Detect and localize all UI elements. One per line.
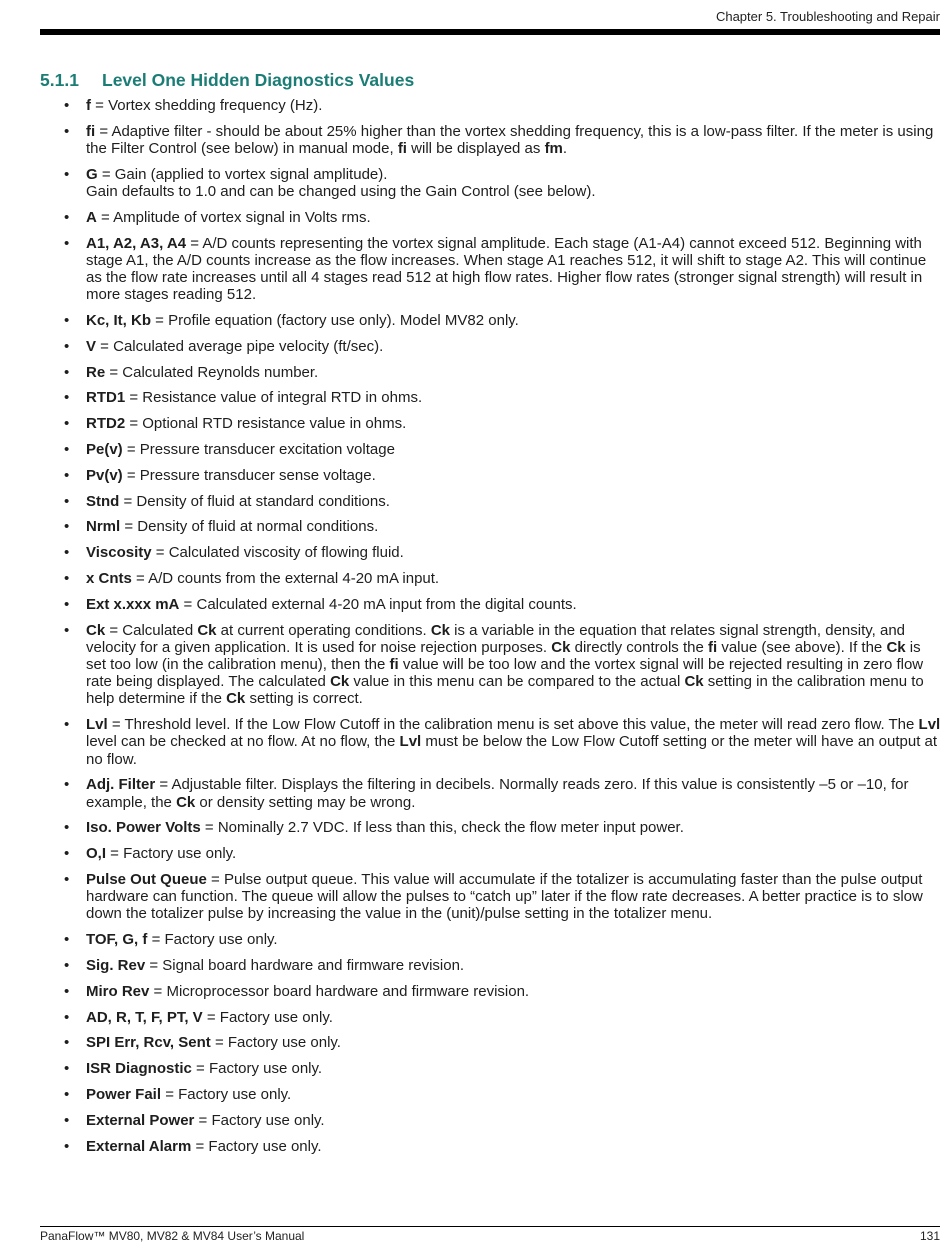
description-text: = Density of fluid at standard conditions. (119, 492, 390, 510)
term-label: Ck (684, 673, 704, 691)
term-label: Miro Rev (86, 982, 150, 1000)
bullet-icon: • (64, 466, 70, 484)
bullet-icon: • (64, 363, 70, 381)
page-number: 131 (919, 1229, 940, 1243)
term-label: fi (397, 140, 407, 157)
term-label: SPI Err, Rcv, Sent (86, 1034, 211, 1052)
list-item (64, 441, 944, 458)
description-text: = Pressure transducer sense voltage. (122, 466, 376, 484)
description-text: = Calculated average pipe velocity (ft/sec). (96, 337, 384, 355)
bullet-icon: • (64, 1034, 70, 1052)
bullet-icon: • (64, 1008, 70, 1026)
term-label: G (86, 165, 98, 183)
term-label: Power Fail (86, 1085, 162, 1103)
term-label: fi (708, 638, 718, 656)
bullet-icon: • (64, 819, 70, 837)
term-label: Ck (886, 638, 906, 656)
list-item (64, 845, 944, 862)
term-label: Lvl (86, 716, 108, 734)
description-text: = Signal board hardware and firmware revision. (145, 956, 465, 974)
description-text: = Calculated viscosity of flowing fluid. (151, 544, 404, 562)
description-text: at current operating conditions. (216, 621, 431, 639)
bullet-icon: • (64, 312, 70, 329)
term-label: Viscosity (86, 544, 152, 562)
footer-manual-title: PanaFlow™ MV80, MV82 & MV84 User’s Manual (40, 1229, 305, 1243)
description-text: value will be too low and the vortex signal will be rejected resulting in zero flow rate being displayed. The calculated (86, 655, 924, 691)
term-label: Pv(v) (86, 466, 123, 484)
term-label: External Alarm (86, 1137, 192, 1155)
header-rule (40, 29, 940, 35)
description-text: value (see above). If the (717, 638, 887, 656)
term-label: ISR Diagnostic (86, 1060, 192, 1078)
term-label: Kc, It, Kb (86, 312, 152, 329)
description-text: setting is correct. (245, 690, 363, 708)
bullet-icon: • (64, 234, 70, 252)
list-item (64, 1138, 944, 1155)
list-item (64, 716, 944, 768)
list-item (64, 1060, 944, 1077)
diagnostics-list (64, 97, 944, 1163)
term-label: A (86, 208, 97, 226)
description-text: = Factory use only. (202, 1008, 333, 1026)
description-text: = Calculated Reynolds number. (105, 363, 319, 381)
list-item (64, 983, 944, 1000)
term-label: Sig. Rev (86, 956, 146, 974)
list-item (64, 957, 944, 974)
bullet-icon: • (64, 389, 70, 407)
description-text: . (562, 140, 568, 157)
list-item (64, 1034, 944, 1051)
list-item (64, 871, 944, 923)
list-item (64, 819, 944, 836)
list-item (64, 312, 944, 329)
term-label: Lvl (399, 733, 422, 751)
description-text: directly controls the (570, 638, 708, 656)
list-item (64, 570, 944, 587)
term-label: External Power (86, 1111, 195, 1129)
bullet-icon: • (64, 1111, 70, 1129)
term-label: fi (389, 655, 399, 673)
bullet-icon: • (64, 931, 70, 949)
list-item (64, 467, 944, 484)
term-label: Ck (330, 673, 350, 691)
term-label: RTD2 (86, 415, 126, 433)
description-text: level can be checked at no flow. At no flow, the (86, 733, 400, 751)
description-text: = Amplitude of vortex signal in Volts rms. (96, 208, 371, 226)
term-label: Pe(v) (86, 440, 123, 458)
list-item (64, 338, 944, 355)
description-text: = Calculated external 4-20 mA input from the digital counts. (179, 595, 577, 613)
bullet-icon: • (64, 518, 70, 536)
bullet-icon: • (64, 1060, 70, 1078)
bullet-icon: • (64, 440, 70, 458)
bullet-icon: • (64, 776, 70, 794)
description-text: = A/D counts from the external 4-20 mA input. (131, 569, 440, 587)
term-label: Ck (197, 621, 217, 639)
term-label: Ck (430, 621, 450, 639)
description-text: = Factory use only. (191, 1137, 322, 1155)
bullet-icon: • (64, 956, 70, 974)
list-item (64, 235, 944, 304)
description-text: is set too low (in the calibration menu), then the (86, 638, 921, 673)
description-text: = Microprocessor board hardware and firmware revision. (149, 982, 530, 1000)
description-text: = A/D counts representing the vortex signal amplitude. Each stage (A1-A4) cannot exceed 512. Beginning with stage A1, the A/D counts increase as the flow increases. When stage A1 reaches 512, it will shift to stage A2. This will continue as the flow rate increases until all 4 stages read 512 at high flow rates. Higher flow rates (stronger signal strength) will result in more stages reading 512. (86, 234, 927, 304)
description-text: = Factory use only. (191, 1060, 323, 1078)
description-text: = Calculated (105, 621, 198, 639)
description-text: setting in the calibration menu to help determine if the (86, 673, 924, 708)
description-text: = Pulse output queue. This value will accumulate if the totalizer is accumulating faster than the pulse output hardware can function. The queue will allow the pulses to “catch up” later if the flow rate decreases. A better practice is to slow down the totalizer pulse by increasing the value in the (unit)/pulse setting in the totalizer menu. (86, 870, 923, 923)
description-text: = Nominally 2.7 VDC. If less than this, check the flow meter input power. (200, 819, 684, 837)
description-text: = Profile equation (factory use only). Model MV82 only. (151, 312, 519, 329)
description-text: = Adaptive filter - should be about 25% higher than the vortex shedding frequency, this is a low-pass filter. If the meter is using the Filter Control (see below) in manual mode, (86, 122, 934, 157)
term-label: RTD1 (86, 389, 126, 407)
list-item (64, 776, 944, 810)
list-item (64, 209, 944, 226)
description-text: = Factory use only. (106, 845, 237, 863)
bullet-icon: • (64, 870, 70, 888)
list-item (64, 596, 944, 613)
bullet-icon: • (64, 716, 70, 734)
term-label: f (86, 97, 91, 114)
term-label: AD, R, T, F, PT, V (86, 1008, 203, 1026)
term-label: V (86, 337, 97, 355)
term-label: Ck (226, 690, 246, 708)
bullet-icon: • (64, 492, 70, 510)
list-item (64, 518, 944, 535)
bullet-icon: • (64, 1137, 70, 1155)
bullet-icon: • (64, 569, 70, 587)
list-item (64, 1009, 944, 1026)
term-label: Adj. Filter (86, 776, 156, 794)
chapter-header: Chapter 5. Troubleshooting and Repair (715, 9, 940, 24)
term-label: Stnd (86, 492, 120, 510)
list-item (64, 166, 944, 200)
description-text: Gain defaults to 1.0 and can be changed using the Gain Control (see below). (86, 183, 596, 200)
term-label: Re (86, 363, 106, 381)
list-item (64, 364, 944, 381)
section-number: 5.1.1 (40, 70, 79, 90)
description-text: = Factory use only. (210, 1034, 341, 1052)
term-label: A1, A2, A3, A4 (86, 234, 187, 252)
description-text: = Pressure transducer excitation voltage (122, 440, 395, 458)
description-text: or density setting may be wrong. (195, 793, 416, 811)
term-label: Nrml (86, 518, 121, 536)
term-label: Pulse Out Queue (86, 870, 207, 888)
description-text: = Factory use only. (161, 1085, 292, 1103)
bullet-icon: • (64, 845, 70, 863)
description-text: = Factory use only. (194, 1111, 325, 1129)
term-label: x Cnts (86, 569, 132, 587)
term-label: Lvl (918, 716, 941, 734)
list-item (64, 544, 944, 561)
term-label: Ext x.xxx mA (86, 595, 180, 613)
term-label: Ck (86, 621, 106, 639)
section-heading (40, 70, 414, 91)
term-label: fi (86, 122, 96, 140)
description-text: = Resistance value of integral RTD in ohms. (125, 389, 423, 407)
description-text: = Optional RTD resistance value in ohms. (125, 415, 407, 433)
description-text: = Threshold level. If the Low Flow Cutoff in the calibration menu is set above this value, the meter will read zero flow. The (107, 716, 919, 734)
list-item (64, 622, 944, 708)
bullet-icon: • (64, 165, 70, 183)
description-text: = Vortex shedding frequency (Hz). (91, 97, 323, 114)
bullet-icon: • (64, 595, 70, 613)
bullet-icon: • (64, 415, 70, 433)
term-label: O,I (86, 845, 107, 863)
list-item (64, 1086, 944, 1103)
list-item (64, 123, 944, 157)
section-title: Level One Hidden Diagnostics Values (102, 70, 415, 90)
term-label: Ck (176, 793, 196, 811)
list-item (64, 415, 944, 432)
term-label: fm (544, 140, 563, 157)
description-text: = Gain (applied to vortex signal amplitude). (97, 165, 388, 183)
list-item (64, 931, 944, 948)
list-item (64, 389, 944, 406)
bullet-icon: • (64, 337, 70, 355)
bullet-icon: • (64, 544, 70, 562)
description-text: must be below the Low Flow Cutoff setting or the meter will have an output at no flow. (86, 733, 938, 768)
description-text: = Adjustable filter. Displays the filtering in decibels. Normally reads zero. If this value is consistently –5 or –10, for example, the (86, 776, 909, 811)
bullet-icon: • (64, 621, 70, 639)
bullet-icon: • (64, 208, 70, 226)
list-item (64, 1112, 944, 1129)
footer-rule (40, 1226, 940, 1227)
list-item (64, 97, 944, 114)
list-item (64, 493, 944, 510)
bullet-icon: • (64, 97, 70, 114)
term-label: TOF, G, f (86, 931, 148, 949)
description-text: = Density of fluid at normal conditions. (120, 518, 379, 536)
description-text: value in this menu can be compared to the actual (349, 673, 685, 691)
description-text: will be displayed as (406, 140, 545, 157)
term-label: Iso. Power Volts (86, 819, 201, 837)
bullet-icon: • (64, 982, 70, 1000)
description-text: is a variable in the equation that relates signal strength, density, and velocity for a given application. It is used for noise rejection purposes. (86, 621, 906, 656)
bullet-icon: • (64, 1085, 70, 1103)
term-label: Ck (551, 638, 571, 656)
bullet-icon: • (64, 122, 70, 140)
description-text: = Factory use only. (147, 931, 278, 949)
